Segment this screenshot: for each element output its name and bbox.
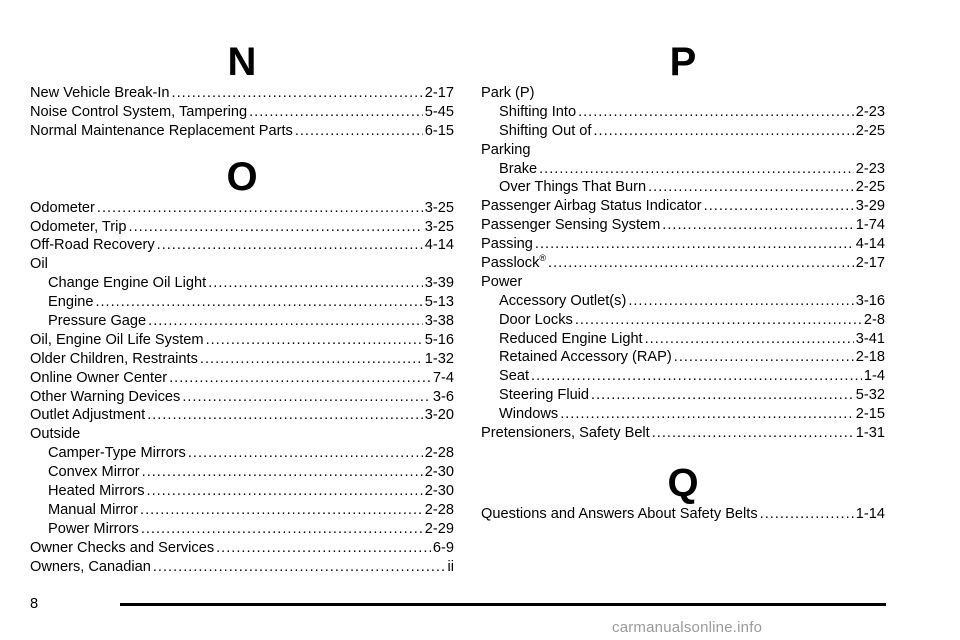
entry-page: 3-41 xyxy=(855,330,885,347)
entry-page: 5-16 xyxy=(424,331,454,348)
entry-page: 2-30 xyxy=(424,464,454,481)
entry-label: Older Children, Restraints xyxy=(30,350,198,367)
index-entry xyxy=(30,103,454,122)
dot-leader xyxy=(560,405,854,424)
entry-page: 2-23 xyxy=(855,160,885,177)
index-column-right xyxy=(481,40,885,524)
index-heading xyxy=(481,84,885,103)
entry-label: Change Engine Oil Light xyxy=(48,275,207,292)
index-entry xyxy=(30,84,454,103)
entry-label: Odometer, Trip xyxy=(30,218,127,235)
index-subentry xyxy=(30,444,454,463)
dot-leader xyxy=(206,331,423,350)
index-heading xyxy=(30,255,454,274)
index-entry xyxy=(481,254,885,273)
index-entry xyxy=(30,199,454,218)
entry-label: Oil, Engine Oil Life System xyxy=(30,331,204,348)
footer-rule xyxy=(120,603,886,606)
index-subentry xyxy=(481,122,885,141)
dot-leader xyxy=(648,178,854,197)
entry-label: Other Warning Devices xyxy=(30,388,181,405)
entry-label: Pressure Gage xyxy=(48,313,147,330)
entry-label: Passenger Sensing System xyxy=(481,217,661,234)
dot-leader xyxy=(97,199,423,218)
entry-label: Owner Checks and Services xyxy=(30,539,215,556)
index-subentry xyxy=(481,386,885,405)
index-subentry xyxy=(481,311,885,330)
entry-page: 4-14 xyxy=(855,236,885,253)
index-column-left xyxy=(30,40,454,576)
entry-page: 2-8 xyxy=(863,311,885,328)
dot-leader xyxy=(628,292,853,311)
dot-leader xyxy=(147,406,423,425)
entry-page: 5-32 xyxy=(855,387,885,404)
index-subentry xyxy=(481,330,885,349)
dot-leader xyxy=(147,482,423,501)
entry-list-n xyxy=(30,84,454,141)
section-letter-p: P xyxy=(669,40,697,84)
entry-label: Oil xyxy=(30,256,48,273)
index-entry xyxy=(481,235,885,254)
index-subentry xyxy=(30,312,454,331)
section-letter-n: N xyxy=(227,40,257,84)
entry-label: Parking xyxy=(481,141,531,158)
entry-page: 2-18 xyxy=(855,349,885,366)
index-entry xyxy=(30,236,454,255)
index-subentry xyxy=(481,292,885,311)
entry-page: 2-25 xyxy=(855,179,885,196)
dot-leader xyxy=(153,558,446,577)
entry-page: 2-23 xyxy=(855,103,885,120)
dot-leader xyxy=(645,330,854,349)
entry-list-o xyxy=(30,199,454,577)
registered-mark: ® xyxy=(539,253,547,264)
entry-list-q xyxy=(481,505,885,524)
dot-leader xyxy=(578,103,854,122)
entry-label: Over Things That Burn xyxy=(499,179,647,196)
entry-label: Engine xyxy=(48,294,94,311)
index-subentry xyxy=(30,274,454,293)
entry-label: Park (P) xyxy=(481,85,535,101)
dot-leader xyxy=(249,103,423,122)
dot-leader xyxy=(95,293,422,312)
dot-leader xyxy=(208,274,423,293)
dot-leader xyxy=(548,254,854,273)
entry-label: Brake xyxy=(499,160,538,177)
index-subentry xyxy=(481,367,885,386)
dot-leader xyxy=(539,160,854,179)
entry-page: 6-9 xyxy=(432,539,454,556)
dot-leader xyxy=(172,84,423,103)
entry-label: Off-Road Recovery xyxy=(30,237,155,254)
entry-label: Pretensioners, Safety Belt xyxy=(481,425,650,442)
entry-page: 5-13 xyxy=(424,294,454,311)
entry-list-p xyxy=(481,84,885,443)
index-entry xyxy=(481,216,885,235)
dot-leader xyxy=(575,311,862,330)
index-subentry xyxy=(481,160,885,179)
section-letter-o: O xyxy=(226,154,258,199)
index-heading xyxy=(481,141,885,160)
section-letter-q: Q xyxy=(667,460,699,505)
entry-page: 3-25 xyxy=(424,199,454,216)
entry-page: 5-45 xyxy=(424,103,454,120)
entry-label: Camper-Type Mirrors xyxy=(48,445,186,462)
index-entry xyxy=(30,539,454,558)
dot-leader xyxy=(148,312,423,331)
entry-label: Questions and Answers About Safety Belts xyxy=(481,505,758,522)
entry-page: 3-29 xyxy=(855,198,885,215)
entry-page: ii xyxy=(447,558,454,575)
index-entry xyxy=(30,406,454,425)
dot-leader xyxy=(593,122,853,141)
watermark: carmanualsonline.info xyxy=(612,619,763,636)
entry-label: Door Locks xyxy=(499,311,573,328)
index-entry xyxy=(30,350,454,369)
entry-label: Shifting Into xyxy=(499,103,577,120)
entry-page: 7-4 xyxy=(432,369,454,386)
entry-label: Normal Maintenance Replacement Parts xyxy=(30,122,293,139)
dot-leader xyxy=(216,539,431,558)
index-entry xyxy=(481,505,885,524)
index-subentry xyxy=(30,501,454,520)
index-heading xyxy=(30,425,454,444)
index-entry xyxy=(481,424,885,443)
entry-page: 4-14 xyxy=(424,237,454,254)
entry-label: Noise Control System, Tampering xyxy=(30,103,248,120)
entry-label: Windows xyxy=(499,406,559,423)
index-entry xyxy=(30,369,454,388)
entry-label: Convex Mirror xyxy=(48,464,140,481)
page-number: 8 xyxy=(30,596,39,612)
entry-label: Passenger Airbag Status Indicator xyxy=(481,198,702,215)
dot-leader xyxy=(182,388,431,407)
entry-page: 1-74 xyxy=(855,217,885,234)
entry-page: 6-15 xyxy=(424,122,454,139)
entry-page: 3-20 xyxy=(424,407,454,424)
dot-leader xyxy=(535,235,854,254)
dot-leader xyxy=(295,122,423,141)
entry-label: Power xyxy=(481,273,523,290)
dot-leader xyxy=(674,348,854,367)
dot-leader xyxy=(141,520,423,539)
entry-label: New Vehicle Break-In xyxy=(30,85,170,101)
entry-label: Heated Mirrors xyxy=(48,483,145,500)
index-entry xyxy=(30,331,454,350)
entry-page: 1-4 xyxy=(863,368,885,385)
entry-label: Manual Mirror xyxy=(48,501,139,518)
entry-label: Accessory Outlet(s) xyxy=(499,292,627,309)
index-subentry xyxy=(481,405,885,424)
entry-label: Seat xyxy=(499,368,530,385)
index-entry xyxy=(30,122,454,141)
entry-label: Passing xyxy=(481,236,533,253)
index-entry xyxy=(30,218,454,237)
entry-page: 2-29 xyxy=(424,520,454,537)
dot-leader xyxy=(591,386,854,405)
entry-label: Reduced Engine Light xyxy=(499,330,643,347)
dot-leader xyxy=(140,501,423,520)
index-subentry xyxy=(481,348,885,367)
entry-label: Shifting Out of xyxy=(499,122,592,139)
entry-page: 2-28 xyxy=(424,501,454,518)
dot-leader xyxy=(129,218,423,237)
entry-page: 3-6 xyxy=(432,388,454,405)
dot-leader xyxy=(652,424,854,443)
dot-leader xyxy=(200,350,423,369)
entry-page: 3-16 xyxy=(855,292,885,309)
entry-label: Online Owner Center xyxy=(30,369,168,386)
entry-label: Steering Fluid xyxy=(499,387,590,404)
entry-page: 3-39 xyxy=(424,275,454,292)
entry-label-text: Passlock xyxy=(481,255,540,272)
entry-page: 1-14 xyxy=(855,505,885,522)
index-entry xyxy=(30,558,454,577)
index-heading xyxy=(481,273,885,292)
index-subentry xyxy=(481,103,885,122)
dot-leader xyxy=(531,367,862,386)
index-entry xyxy=(30,388,454,407)
index-entry xyxy=(481,197,885,216)
dot-leader xyxy=(142,463,423,482)
index-subentry xyxy=(30,482,454,501)
entry-label: Outside xyxy=(30,426,81,443)
entry-page: 3-38 xyxy=(424,313,454,330)
dot-leader xyxy=(760,505,854,524)
entry-page: 2-28 xyxy=(424,445,454,462)
dot-leader xyxy=(662,216,854,235)
entry-label: Retained Accessory (RAP) xyxy=(499,349,672,366)
entry-page: 1-31 xyxy=(855,425,885,442)
dot-leader xyxy=(704,197,854,216)
index-subentry xyxy=(30,520,454,539)
dot-leader xyxy=(188,444,423,463)
entry-label: Outlet Adjustment xyxy=(30,407,146,424)
dot-leader xyxy=(169,369,431,388)
entry-page: 1-32 xyxy=(424,350,454,367)
entry-label: Owners, Canadian xyxy=(30,558,151,575)
entry-page: 2-17 xyxy=(855,255,885,272)
index-subentry xyxy=(30,463,454,482)
entry-label xyxy=(481,254,546,273)
entry-page: 2-15 xyxy=(855,406,885,423)
entry-page: 2-30 xyxy=(424,483,454,500)
index-subentry xyxy=(30,293,454,312)
entry-label: Odometer xyxy=(30,199,95,216)
entry-label: Power Mirrors xyxy=(48,520,139,537)
index-subentry xyxy=(481,178,885,197)
entry-page: 3-25 xyxy=(424,218,454,235)
dot-leader xyxy=(157,236,423,255)
entry-page: 2-25 xyxy=(855,122,885,139)
entry-page: 2-17 xyxy=(424,85,454,101)
